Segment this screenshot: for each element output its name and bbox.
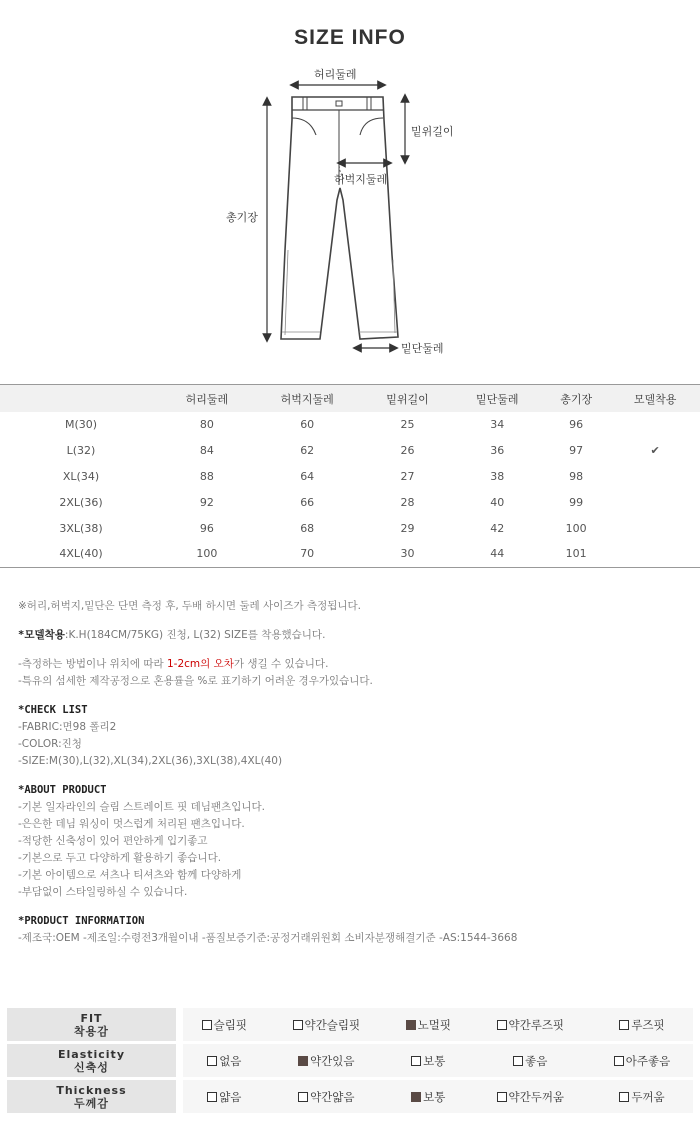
fit-option <box>387 1008 470 1041</box>
thigh-label: 허벅지둘레 <box>334 173 388 186</box>
fit-option-label: 루즈핏 <box>631 1017 665 1032</box>
empty-box-icon <box>619 1092 629 1102</box>
process-note: -특유의 섬세한 제작공정으로 혼용률을 %로 표기하기 어려운 경우가있습니다. <box>18 675 373 687</box>
empty-box-icon <box>411 1056 421 1066</box>
fit-separator <box>176 1044 183 1077</box>
fit-row <box>7 1008 693 1041</box>
checked-box-icon <box>411 1092 421 1102</box>
size-cell-size: 3XL(38) <box>59 521 103 535</box>
size-cell-size: 2XL(36) <box>59 495 103 509</box>
rise-label: 밑위길이 <box>411 125 454 138</box>
fit-option-label: 아주좋음 <box>625 1053 671 1068</box>
size-table <box>0 384 700 568</box>
fit-separator <box>176 1080 183 1113</box>
model-check-icon <box>610 515 700 541</box>
page-title: SIZE INFO <box>294 26 406 49</box>
size-cell-rise: 28 <box>400 495 415 509</box>
header-rise: 밑위길이 <box>363 385 453 413</box>
checklist-title: *CHECK LIST <box>18 704 88 716</box>
fit-row <box>7 1044 693 1077</box>
fit-option <box>591 1080 693 1113</box>
size-cell-size: 4XL(40) <box>0 541 162 567</box>
error-note <box>18 656 688 673</box>
size-cell-hem: 38 <box>490 469 505 483</box>
empty-box-icon <box>202 1020 212 1030</box>
fit-option <box>266 1080 387 1113</box>
fit-label-en: Thickness <box>56 1083 127 1097</box>
size-cell-thigh: 66 <box>300 495 315 509</box>
fit-option-label: 두꺼움 <box>631 1089 665 1104</box>
size-cell-hem: 36 <box>490 444 505 458</box>
fit-option-label: 슬림핏 <box>213 1017 247 1032</box>
size-row <box>0 412 700 438</box>
model-note-label: *모델착용 <box>18 629 65 641</box>
about-item: -은은한 데님 워싱이 멋스럽게 처리된 팬츠입니다. <box>18 818 245 830</box>
header-size <box>0 385 162 413</box>
size-cell-hem: 40 <box>490 495 505 509</box>
about-title: *ABOUT PRODUCT <box>18 784 107 796</box>
fit-option <box>266 1008 387 1041</box>
fit-option-label: 보통 <box>423 1089 446 1104</box>
size-cell-size: M(30) <box>64 418 98 432</box>
header-length: 총기장 <box>542 385 610 413</box>
size-cell-size: L(32) <box>66 444 96 458</box>
checklist-item: -FABRIC:면98 폴리2 <box>18 721 117 733</box>
fit-option-label: 없음 <box>219 1053 242 1068</box>
fit-option <box>183 1080 266 1113</box>
about-item: -기본으로 두고 다양하게 활용하기 좋습니다. <box>18 852 222 864</box>
fit-option <box>591 1044 693 1077</box>
fit-option-label: 얇음 <box>219 1089 242 1104</box>
size-cell-length: 101 <box>542 541 610 567</box>
size-cell-rise: 29 <box>400 521 415 535</box>
fit-label-en: FIT <box>80 1011 103 1025</box>
fit-label-ko: 두께감 <box>74 1096 109 1110</box>
size-cell-waist: 100 <box>162 541 252 567</box>
empty-box-icon <box>298 1092 308 1102</box>
error-note-pre: -측정하는 방법이나 위치에 따라 <box>18 658 167 670</box>
size-cell-rise: 30 <box>363 541 453 567</box>
checked-box-icon <box>298 1056 308 1066</box>
empty-box-icon <box>207 1056 217 1066</box>
info-text: -제조국:OEM -제조일:수령전3개월이내 -품질보증기준:공정거래위원회 소비자분쟁해결기준 -AS:1544-3668 <box>18 932 518 944</box>
size-cell-thigh: 64 <box>300 469 315 483</box>
size-row <box>0 515 700 541</box>
fit-option-label: 약간슬림핏 <box>304 1017 361 1032</box>
pants-diagram <box>0 60 700 370</box>
size-cell-thigh: 60 <box>300 418 315 432</box>
size-cell-thigh: 68 <box>300 521 315 535</box>
size-row <box>0 438 700 464</box>
waist-label: 허리둘레 <box>314 68 357 81</box>
header-model: 모델착용 <box>610 385 700 413</box>
fit-row <box>7 1080 693 1113</box>
size-cell-waist: 80 <box>199 418 214 432</box>
pants-illustration <box>0 60 700 370</box>
size-cell-waist: 92 <box>199 495 214 509</box>
about-item: -기본 아이템으로 셔츠나 티셔츠와 함께 다양하게 <box>18 869 242 881</box>
empty-box-icon <box>619 1020 629 1030</box>
length-label: 총기장 <box>226 211 258 224</box>
hem-label: 밑단둘레 <box>401 342 444 355</box>
empty-box-icon <box>497 1020 507 1030</box>
error-note-highlight: 1-2cm의 오차 <box>167 658 234 670</box>
size-cell-waist: 84 <box>199 444 214 458</box>
info-title: *PRODUCT INFORMATION <box>18 915 145 927</box>
model-note-text: :K.H(184CM/75KG) 진청, L(32) SIZE를 착용했습니다. <box>64 629 326 641</box>
size-cell-rise: 27 <box>400 469 415 483</box>
size-cell-length: 100 <box>565 521 587 535</box>
fit-table <box>7 1005 693 1116</box>
fit-label-ko: 착용감 <box>74 1024 109 1038</box>
size-cell-rise: 25 <box>400 418 415 432</box>
fit-label-ko: 신축성 <box>74 1060 109 1074</box>
model-check-icon <box>610 412 700 438</box>
size-cell-length: 98 <box>569 469 584 483</box>
size-cell-waist: 88 <box>199 469 214 483</box>
fit-option <box>183 1044 266 1077</box>
product-notes <box>18 598 688 947</box>
fit-option <box>470 1008 591 1041</box>
checklist-item: -COLOR:진청 <box>18 738 82 750</box>
size-cell-length: 97 <box>569 444 584 458</box>
fit-row-label <box>7 1008 176 1041</box>
fit-option-label: 좋음 <box>525 1053 548 1068</box>
about-item: -기본 일자라인의 슬림 스트레이트 핏 데님팬츠입니다. <box>18 801 265 813</box>
size-cell-thigh: 70 <box>252 541 363 567</box>
size-cell-hem: 44 <box>452 541 542 567</box>
fit-label-en: Elasticity <box>57 1047 125 1061</box>
model-check-icon <box>610 464 700 490</box>
size-cell-size: XL(34) <box>62 469 100 483</box>
size-row <box>0 464 700 490</box>
error-note-post: 가 생길 수 있습니다. <box>233 658 329 670</box>
model-check-icon: ✔ <box>650 444 660 458</box>
fit-row-label <box>7 1080 176 1113</box>
fit-option-label: 보통 <box>423 1053 446 1068</box>
checklist-item: -SIZE:M(30),L(32),XL(34),2XL(36),3XL(38),4XL(40) <box>18 755 283 767</box>
checked-box-icon <box>406 1020 416 1030</box>
model-note <box>18 627 688 644</box>
empty-box-icon <box>497 1092 507 1102</box>
header-waist: 허리둘레 <box>162 385 252 413</box>
size-cell-length: 96 <box>569 418 584 432</box>
size-cell-thigh: 62 <box>300 444 315 458</box>
fit-option-label: 노멀핏 <box>417 1017 451 1032</box>
about-item: -부담없이 스타일링하실 수 있습니다. <box>18 886 188 898</box>
fit-option <box>387 1044 470 1077</box>
fit-option-label: 약간얇음 <box>310 1089 355 1104</box>
fit-row-label <box>7 1044 176 1077</box>
size-row <box>0 541 700 567</box>
empty-box-icon <box>513 1056 523 1066</box>
empty-box-icon <box>293 1020 303 1030</box>
size-cell-rise: 26 <box>400 444 415 458</box>
header-thigh: 허벅지둘레 <box>252 385 363 413</box>
about-item: -적당한 신축성이 있어 편안하게 입기좋고 <box>18 835 208 847</box>
header-hem: 밑단둘레 <box>452 385 542 413</box>
measure-note: ※허리,허벅지,밑단은 단면 측정 후, 두배 하시면 둘레 사이즈가 측정됩니다. <box>18 600 361 612</box>
fit-option <box>387 1080 470 1113</box>
fit-separator <box>176 1008 183 1041</box>
size-row <box>0 489 700 515</box>
model-check-icon <box>610 489 700 515</box>
fit-option <box>266 1044 387 1077</box>
empty-box-icon <box>614 1056 624 1066</box>
model-check-icon <box>610 541 700 567</box>
fit-option <box>183 1008 266 1041</box>
size-cell-length: 99 <box>569 495 584 509</box>
size-cell-waist: 96 <box>199 521 214 535</box>
fit-option-label: 약간두꺼움 <box>508 1089 565 1104</box>
fit-option-label: 약간루즈핏 <box>508 1017 565 1032</box>
size-table-header <box>0 385 700 413</box>
size-cell-hem: 34 <box>490 418 505 432</box>
fit-option <box>470 1080 591 1113</box>
fit-option <box>470 1044 591 1077</box>
size-cell-hem: 42 <box>490 521 505 535</box>
fit-option <box>591 1008 693 1041</box>
fit-option-label: 약간있음 <box>310 1053 355 1068</box>
empty-box-icon <box>207 1092 217 1102</box>
